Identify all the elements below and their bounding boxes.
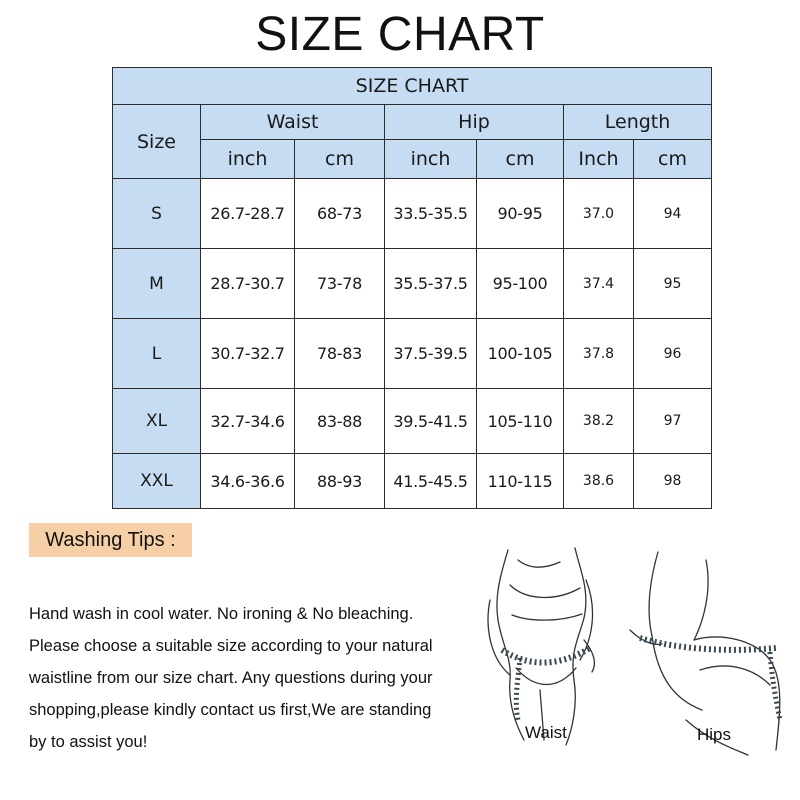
size-chart-table <box>112 67 712 509</box>
hip-inch-cell: 41.5-45.5 <box>385 454 477 509</box>
hip-group-header: Hip <box>385 105 564 140</box>
hip-cm-cell: 100-105 <box>477 319 564 389</box>
size-label: XXL <box>113 454 201 509</box>
hips-caption: Hips <box>697 725 732 744</box>
size-column-header: Size <box>113 105 201 179</box>
table-row <box>113 319 712 389</box>
waist-caption: Waist <box>525 723 567 742</box>
page-title: SIZE CHART <box>255 8 545 61</box>
waist-cm-cell: 83-88 <box>295 389 385 454</box>
unit-header: cm <box>295 140 385 179</box>
washing-tips-label: Washing Tips : <box>29 523 192 557</box>
table-row <box>113 249 712 319</box>
length-inch-cell: 37.4 <box>564 249 634 319</box>
length-inch-cell: 37.8 <box>564 319 634 389</box>
table-row <box>113 389 712 454</box>
hip-inch-cell: 33.5-35.5 <box>385 179 477 249</box>
length-cm-cell: 95 <box>634 249 712 319</box>
length-inch-cell: 38.6 <box>564 454 634 509</box>
length-cm-cell: 98 <box>634 454 712 509</box>
unit-header: inch <box>385 140 477 179</box>
length-inch-cell: 38.2 <box>564 389 634 454</box>
hip-inch-cell: 39.5-41.5 <box>385 389 477 454</box>
size-label: XL <box>113 389 201 454</box>
washing-instructions <box>29 598 489 758</box>
size-label: S <box>113 179 201 249</box>
hips-tape-measure-icon <box>640 638 780 720</box>
waist-group-header: Waist <box>201 105 385 140</box>
hip-inch-cell: 37.5-39.5 <box>385 319 477 389</box>
hip-cm-cell: 95-100 <box>477 249 564 319</box>
hip-cm-cell: 105-110 <box>477 389 564 454</box>
table-row <box>113 179 712 249</box>
instruction-line: Please choose a suitable size according to your natural <box>29 637 433 655</box>
unit-header: Inch <box>564 140 634 179</box>
instruction-line: shopping,please kindly contact us first,We are standing <box>29 701 432 719</box>
length-cm-cell: 94 <box>634 179 712 249</box>
waist-inch-cell: 26.7-28.7 <box>201 179 295 249</box>
waist-cm-cell: 68-73 <box>295 179 385 249</box>
instruction-line: waistline from our size chart. Any questions during your <box>29 669 433 687</box>
table-row <box>113 454 712 509</box>
waist-inch-cell: 30.7-32.7 <box>201 319 295 389</box>
waist-cm-cell: 78-83 <box>295 319 385 389</box>
instruction-line: by to assist you! <box>29 733 148 751</box>
waist-inch-cell: 32.7-34.6 <box>201 389 295 454</box>
waist-figure-icon <box>488 548 594 745</box>
size-label: M <box>113 249 201 319</box>
hip-cm-cell: 110-115 <box>477 454 564 509</box>
instruction-line: Hand wash in cool water. No ironing & No bleaching. <box>29 605 414 623</box>
waist-inch-cell: 34.6-36.6 <box>201 454 295 509</box>
length-cm-cell: 96 <box>634 319 712 389</box>
size-label: L <box>113 319 201 389</box>
hip-cm-cell: 90-95 <box>477 179 564 249</box>
unit-header: inch <box>201 140 295 179</box>
unit-header: cm <box>634 140 712 179</box>
length-cm-cell: 97 <box>634 389 712 454</box>
waist-cm-cell: 73-78 <box>295 249 385 319</box>
length-group-header: Length <box>564 105 712 140</box>
hip-inch-cell: 35.5-37.5 <box>385 249 477 319</box>
unit-header: cm <box>477 140 564 179</box>
waist-cm-cell: 88-93 <box>295 454 385 509</box>
length-inch-cell: 37.0 <box>564 179 634 249</box>
table-title: SIZE CHART <box>113 68 712 105</box>
waist-inch-cell: 28.7-30.7 <box>201 249 295 319</box>
